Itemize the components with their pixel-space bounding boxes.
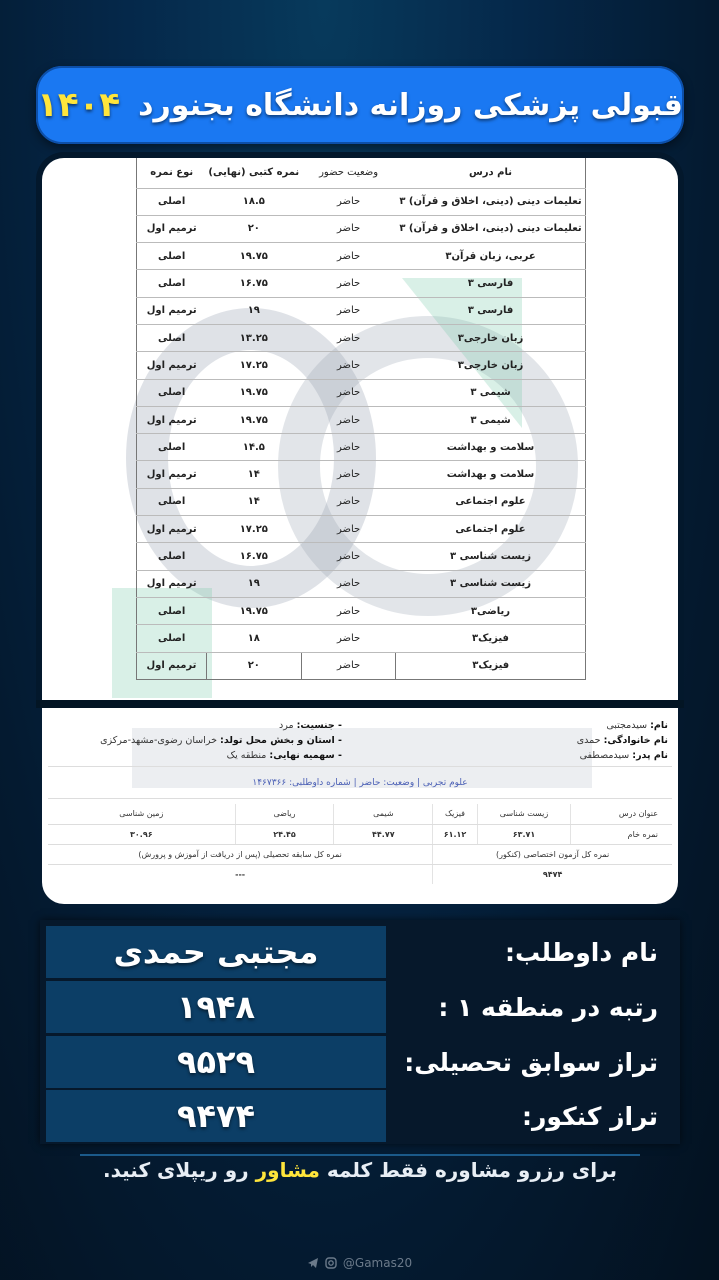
gpa-total-label: نمره کل سابقه تحصیلی (پس از دریافت از آموزش و پرورش) [48,844,433,864]
cell-type: اصلی [137,625,207,652]
header-score: نمره کتبی (نهایی) [206,158,301,188]
subject-math: ریاضی [235,804,334,824]
raw-biology: ۶۳.۷۱ [477,824,571,844]
result-label: تراز کنکور: [522,1101,658,1131]
title-year: ۱۴۰۴ [37,85,121,125]
birthplace-value: خراسان رضوی-مشهد-مرکزی [100,735,217,746]
cell-type: ترمیم اول [137,570,207,597]
candidate-identity [577,718,668,763]
cell-type: ترمیم اول [137,406,207,433]
cell-course: سلامت و بهداشت [396,461,586,488]
table-header-row [137,158,586,188]
table-row [137,270,586,297]
social-handle[interactable]: @Gamas20 [342,1256,413,1270]
gender-label: - جنسیت: [296,720,342,731]
raw-chemistry: ۴۴.۷۷ [334,824,433,844]
cell-type: ترمیم اول [137,215,207,242]
konkur-result-card [42,708,678,904]
cell-status: حاضر [301,625,396,652]
gpa-total-value: --- [235,869,246,879]
table-row [137,488,586,515]
candidate-details [100,718,342,763]
subject-physics: فیزیک [433,804,478,824]
cell-score: ۱۴ [206,488,301,515]
cell-course: علوم اجتماعی [396,488,586,515]
cell-course: زیست شناسی ۳ [396,543,586,570]
table-row [137,243,586,270]
cell-status: حاضر [301,297,396,324]
telegram-icon[interactable] [307,1257,319,1269]
cta-text-before: برای رزرو مشاوره فقط کلمه [326,1158,618,1182]
cell-type: اصلی [137,597,207,624]
cell-score: ۲۰ [206,215,301,242]
cell-type: ترمیم اول [137,461,207,488]
last-name-label: نام خانوادگی: [603,735,668,746]
cell-status: حاضر [301,270,396,297]
cell-status: حاضر [301,215,396,242]
instagram-icon[interactable] [325,1257,337,1269]
gender-value: مرد [279,720,294,731]
table-row [137,516,586,543]
subject-biology: زیست شناسی [477,804,571,824]
result-row-konkur-taraz [40,1090,680,1142]
candidate-name-value: مجتبی حمدی [46,926,386,978]
cell-course: فارسی ۳ [396,297,586,324]
cell-type: اصلی [137,324,207,351]
table-row [137,379,586,406]
cell-score: ۱۹.۷۵ [206,243,301,270]
cell-course: زیست شناسی ۳ [396,570,586,597]
header-course: نام درس [396,158,586,188]
divider [48,798,672,799]
cell-type: اصلی [137,488,207,515]
cell-status: حاضر [301,406,396,433]
cell-score: ۱۸ [206,625,301,652]
cell-score: ۱۴.۵ [206,434,301,461]
cell-status: حاضر [301,434,396,461]
consultation-cta [40,1158,680,1182]
cell-score: ۱۹ [206,297,301,324]
totals-value-row [48,864,672,884]
first-name-value: سیدمجتبی [606,720,648,731]
cell-score: ۱۷.۲۵ [206,352,301,379]
header-type: نوع نمره [137,158,207,188]
father-name-label: نام پدر: [632,750,668,761]
table-row [137,434,586,461]
father-name-value: سیدمصطفی [579,750,630,761]
page-title: قبولی پزشکی روزانه دانشگاه بجنورد [138,87,683,123]
cell-type: اصلی [137,270,207,297]
cell-status: حاضر [301,243,396,270]
table-row [137,188,586,215]
cell-course: شیمی ۳ [396,406,586,433]
cell-score: ۱۷.۲۵ [206,516,301,543]
cell-type: اصلی [137,379,207,406]
quota-value: منطقه یک [226,750,267,761]
totals-label-row [48,844,672,864]
cell-score: ۲۰ [206,652,301,679]
cell-score: ۱۶.۷۵ [206,270,301,297]
subject-geology: زمین شناسی [48,804,235,824]
result-label: رتبه در منطقه ۱ : [438,992,658,1022]
konkur-total-value: ۹۴۷۴ [433,864,672,884]
table-row [137,652,586,679]
birthplace-label: - استان و بخش محل تولد: [220,735,342,746]
cell-score: ۱۹.۷۵ [206,379,301,406]
header-status: وضعیت حضور [301,158,396,188]
table-row [137,570,586,597]
subject-chemistry: شیمی [334,804,433,824]
table-row [137,543,586,570]
last-name-value: حمدی [576,735,601,746]
cell-status: حاضر [301,379,396,406]
subject-header-label: عنوان درس [571,804,672,824]
result-row-rank [40,981,680,1033]
table-row [137,406,586,433]
cell-score: ۱۹ [206,570,301,597]
table-row [137,597,586,624]
result-row-gpa-taraz [40,1036,680,1088]
cell-type: اصلی [137,543,207,570]
cell-course: فارسی ۳ [396,270,586,297]
cell-type: اصلی [137,434,207,461]
cell-type: ترمیم اول [137,652,207,679]
grades-table [136,158,586,680]
candidate-summary: علوم تجربی | وضعیت: حاضر | شماره داوطلبی: ۱۴۶۷۳۶۶ [252,778,468,788]
gpa-taraz-value: ۹۵۲۹ [46,1036,386,1088]
cell-course: ریاضی۳ [396,597,586,624]
cell-type: ترمیم اول [137,297,207,324]
cta-text-after: رو ریپلای کنید. [102,1158,249,1182]
cell-score: ۱۸.۵ [206,188,301,215]
cell-course: عربی، زبان قرآن۳ [396,243,586,270]
cell-type: ترمیم اول [137,516,207,543]
grades-card [42,158,678,700]
cell-type: ترمیم اول [137,352,207,379]
table-row [137,461,586,488]
cell-course: فیزیک۳ [396,625,586,652]
raw-physics: ۶۱.۱۲ [433,824,478,844]
subjects-row [48,804,672,824]
rank-value: ۱۹۴۸ [46,981,386,1033]
cell-course: علوم اجتماعی [396,516,586,543]
cta-keyword: مشاور [255,1158,320,1182]
cell-type: اصلی [137,243,207,270]
results-panel [40,920,680,1144]
cta-divider [80,1154,640,1156]
result-row-name [40,926,680,978]
cell-type: اصلی [137,188,207,215]
table-row [137,352,586,379]
cell-status: حاضر [301,488,396,515]
cell-course: سلامت و بهداشت [396,434,586,461]
cell-status: حاضر [301,570,396,597]
cell-status: حاضر [301,652,396,679]
konkur-total-label: نمره کل آزمون اختصاصی (کنکور) [433,844,672,864]
table-row [137,625,586,652]
cell-score: ۱۹.۷۵ [206,597,301,624]
cell-course: زبان خارجی۳ [396,352,586,379]
divider [48,766,672,767]
cell-course: تعلیمات دینی (دینی، اخلاق و قرآن) ۳ [396,215,586,242]
first-name-label: نام: [650,720,668,731]
raw-values-row [48,824,672,844]
title-banner [36,66,684,144]
cell-status: حاضر [301,352,396,379]
cell-status: حاضر [301,597,396,624]
card-divider [36,700,684,708]
cell-status: حاضر [301,543,396,570]
table-row [137,324,586,351]
result-label: نام داوطلب: [505,937,658,967]
raw-math: ۲۴.۴۵ [235,824,334,844]
cell-score: ۱۴ [206,461,301,488]
raw-geology: ۳۰.۹۶ [48,824,235,844]
quota-label: - سهمیه نهایی: [269,750,342,761]
cell-status: حاضر [301,516,396,543]
cell-course: تعلیمات دینی (دینی، اخلاق و قرآن) ۳ [396,188,586,215]
cell-course: زبان خارجی۳ [396,324,586,351]
cell-course: شیمی ۳ [396,379,586,406]
result-label: تراز سوابق تحصیلی: [404,1047,658,1077]
cell-score: ۱۳.۲۵ [206,324,301,351]
table-row [137,215,586,242]
cell-status: حاضر [301,461,396,488]
cell-score: ۱۶.۷۵ [206,543,301,570]
konkur-taraz-value: ۹۴۷۴ [46,1090,386,1142]
cell-course: فیزیک۳ [396,652,586,679]
cell-score: ۱۹.۷۵ [206,406,301,433]
raw-scores-table [48,804,672,884]
raw-score-label: نمره خام [571,824,672,844]
table-row [137,297,586,324]
footer-social [0,1256,719,1270]
cell-status: حاضر [301,324,396,351]
cell-status: حاضر [301,188,396,215]
